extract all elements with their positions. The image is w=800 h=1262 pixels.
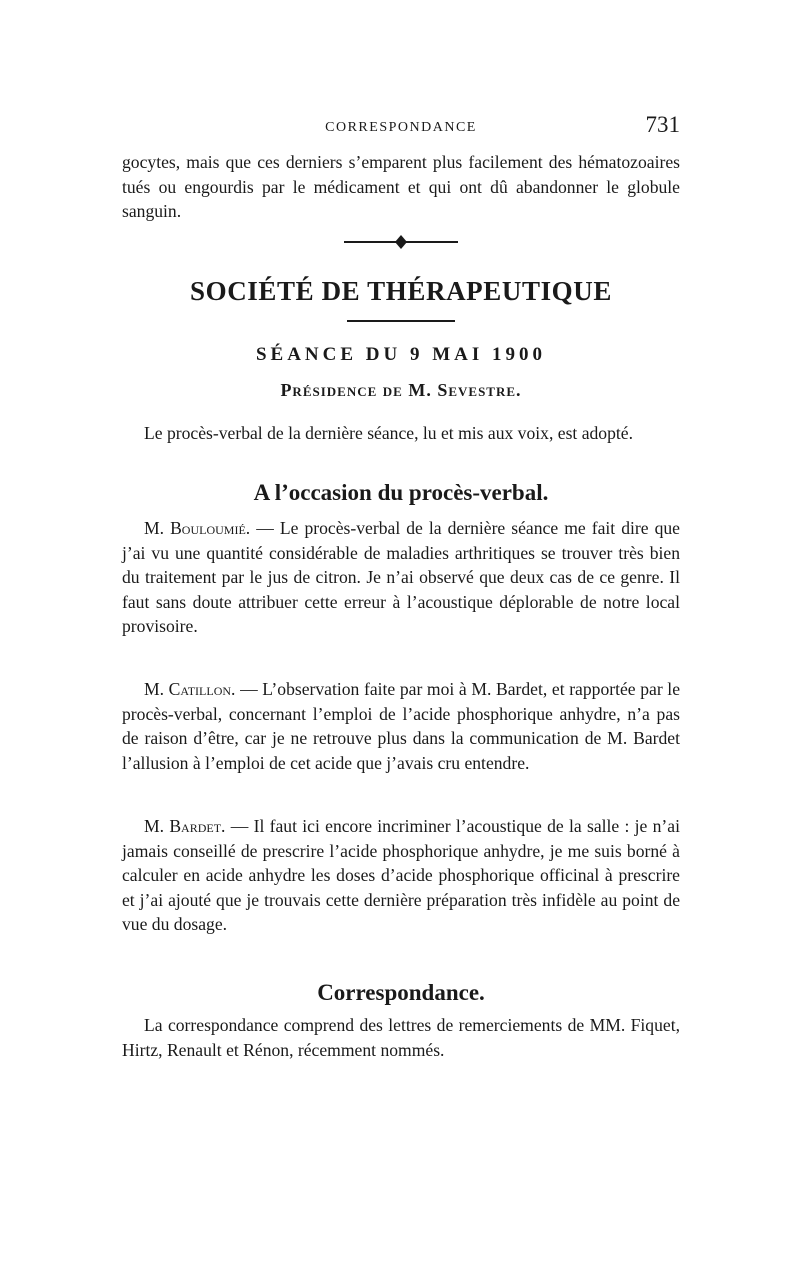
- presidence-line: Présidence de M. Sevestre.: [280, 380, 522, 400]
- correspondance-paragraph: [122, 1013, 680, 1062]
- continuation-paragraph: [122, 150, 680, 224]
- entry-text: — L’observation faite par moi à M. Bardet, et rapportée par le procès-verbal, concernant l’emploi de l’acide phosphorique anhydre, n’a pas de raison d’être, car je ne retrouve plus dans la communication de M. Bardet l’allusion à l’emploi de cet acide que j’avais cru entendre.: [122, 679, 680, 773]
- speaker-name: M. Catillon.: [144, 679, 236, 699]
- running-head-title: CORRESPONDANCE: [325, 120, 477, 135]
- minutes-entry: [122, 814, 680, 937]
- entry-text: — Le procès-verbal de la dernière séance me fait dire que j’ai vu une quantité considérable de maladies arthritiques se trouver très bien du traitement par le jus de citron. Je n’ai observé que deux cas de ce genre. Il faut sans doute attribuer cette erreur à l’acoustique déplorable de notre local provisoire.: [122, 518, 680, 637]
- minutes-heading: A l’occasion du procès-verbal.: [253, 480, 549, 505]
- speaker-name: M. Bardet.: [144, 816, 226, 836]
- correspondance-text: La correspondance comprend des lettres de remerciements de MM. Fiquet, Hirtz, Renault et Rénon, récemment nommés.: [122, 1015, 680, 1060]
- opening-paragraph: [122, 421, 680, 446]
- page-number: 731: [645, 112, 680, 137]
- entry-text: — Il faut ici encore incriminer l’acoustique de la salle : je n’ai jamais conseillé de prescrire l’acide phosphorique anhydre, je me suis borné à calculer en acide anhydre les doses d’acide phosphorique officinal à prescrire et j’ai ajouté que je trouvais cette dernière préparation très infidèle au point de vue du dosage.: [122, 816, 680, 935]
- correspondance-heading: Correspondance.: [317, 980, 485, 1005]
- section-divider: [347, 320, 455, 322]
- speaker-name: M. Bouloumié.: [144, 518, 251, 538]
- ornamental-rule-icon: [344, 232, 458, 252]
- continuation-text: gocytes, mais que ces derniers s’emparent plus facilement des hématozoaires tués ou engourdis par le médicament et qui ont dû abandonner le globule sanguin.: [122, 152, 680, 222]
- running-head: [122, 112, 680, 142]
- session-date: SÉANCE DU 9 MAI 1900: [255, 344, 547, 365]
- opening-text: Le procès-verbal de la dernière séance, lu et mis aux voix, est adopté.: [144, 423, 633, 443]
- minutes-entry: [122, 516, 680, 639]
- section-title: SOCIÉTÉ DE THÉRAPEUTIQUE: [189, 276, 612, 306]
- minutes-entry: [122, 677, 680, 775]
